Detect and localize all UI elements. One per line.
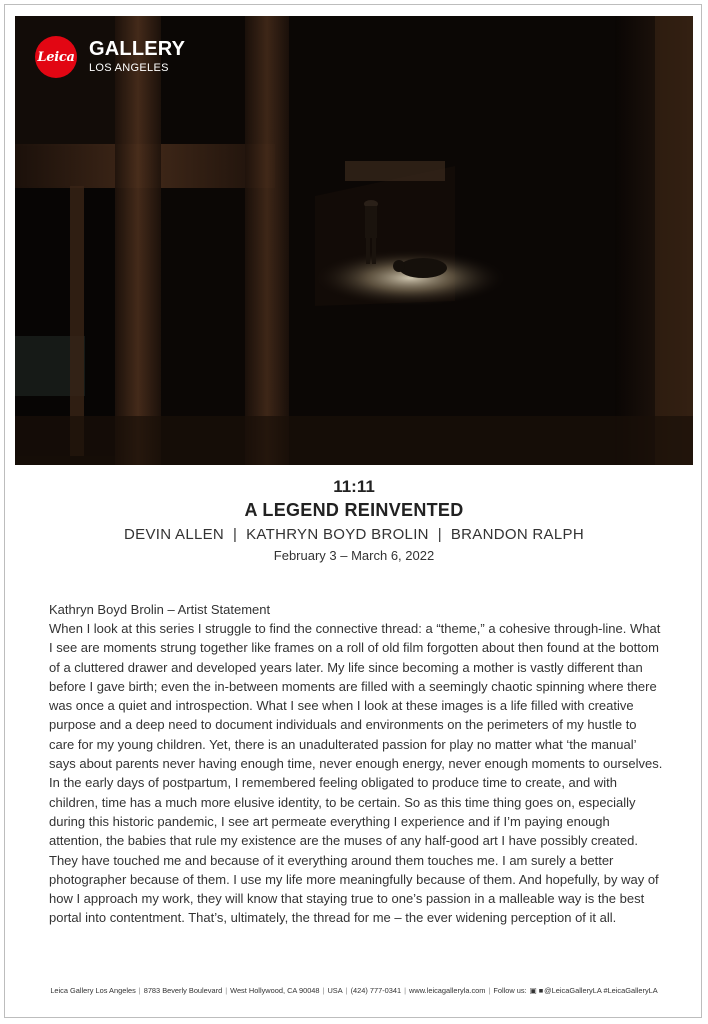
exhibition-number: 11:11 bbox=[333, 477, 375, 496]
gallery-title: GALLERY bbox=[89, 38, 186, 60]
statement-body: When I look at this series I struggle to find the connective thread: a “theme,” a cohesive through-line. What I see are moments strung together like frames on a roll of old film forgotten about then found at the bottom of a cluttered drawer and developed years later. My life since becoming a mother is vastly different than before I gave birth; even the in-between moments are filled with a seemingly chaotic spinning where there was once a quiet and introspection. What I see when I look at these images is a life filled with creative purpose and a deep need to document individuals and environments on the perimeters of my hustle to care for my young children. Yet, there is an unadulterated passion for play no matter what ‘the manual’ says about parents never having enough time, never enough energy, never enough moments to ourselves. In the early days of postpartum, I remembered feeling obligated to produce time to create, and with children, time has a much more elusive identity, to be certain. So as this time thing goes on, especially during this historic pandemic, I see art permeate everything I experience and if I’m paying enough attention, the babies that rule my existence are the muses of any half-good art I have possibly created. They have touched me and because of it everything around them touches me. I am surely a better photographer because of them. I use my life more meaningfully because of them. And hopefully, by way of how I approach my work, they will know that staying true to one’s passion in a malleable way is the best portal into contentment. That’s, ultimately, the thread for me – the ever widening perception of it all. bbox=[49, 621, 663, 926]
footer-website[interactable]: www.leicagalleryla.com bbox=[409, 986, 486, 995]
night-scene-photo bbox=[15, 16, 693, 465]
gallery-wordmark bbox=[89, 39, 185, 75]
gallery-logo bbox=[35, 36, 185, 78]
footer-follow-label: Follow us: bbox=[493, 986, 527, 995]
exhibition-title: A LEGEND REINVENTED bbox=[244, 500, 464, 520]
instagram-icon[interactable]: ▣ bbox=[529, 986, 537, 995]
leica-logo-badge: Leica bbox=[35, 36, 77, 78]
artist-statement bbox=[49, 600, 664, 928]
artist-list: DEVIN ALLEN | KATHRYN BOYD BROLIN | BRANDON RALPH bbox=[124, 526, 584, 543]
gallery-subtitle: LOS ANGELES bbox=[89, 62, 169, 74]
footer-hashtag[interactable]: #LeicaGalleryLA bbox=[603, 986, 658, 995]
footer-country: USA bbox=[327, 986, 343, 995]
exhibition-dates: February 3 – March 6, 2022 bbox=[273, 548, 435, 563]
footer-address: 8783 Beverly Boulevard bbox=[143, 986, 223, 995]
hero-photo bbox=[15, 16, 693, 465]
footer-gallery-name: Leica Gallery Los Angeles bbox=[50, 986, 136, 995]
statement-heading: Kathryn Boyd Brolin – Artist Statement bbox=[49, 602, 271, 617]
footer-phone: (424) 777-0341 bbox=[350, 986, 402, 995]
footer-handle[interactable]: @LeicaGalleryLA bbox=[544, 986, 602, 995]
facebook-icon[interactable]: ■ bbox=[538, 986, 544, 995]
footer: Leica Gallery Los Angeles | 8783 Beverly Boulevard | West Hollywood, CA 90048 | USA | (424) 777-0341 | www.leicagalleryla.com | Follow us: ▣ ■@LeicaGalleryLA #LeicaGalleryLA bbox=[50, 986, 658, 995]
exhibition-header bbox=[0, 476, 708, 565]
footer-city: West Hollywood, CA 90048 bbox=[230, 986, 320, 995]
